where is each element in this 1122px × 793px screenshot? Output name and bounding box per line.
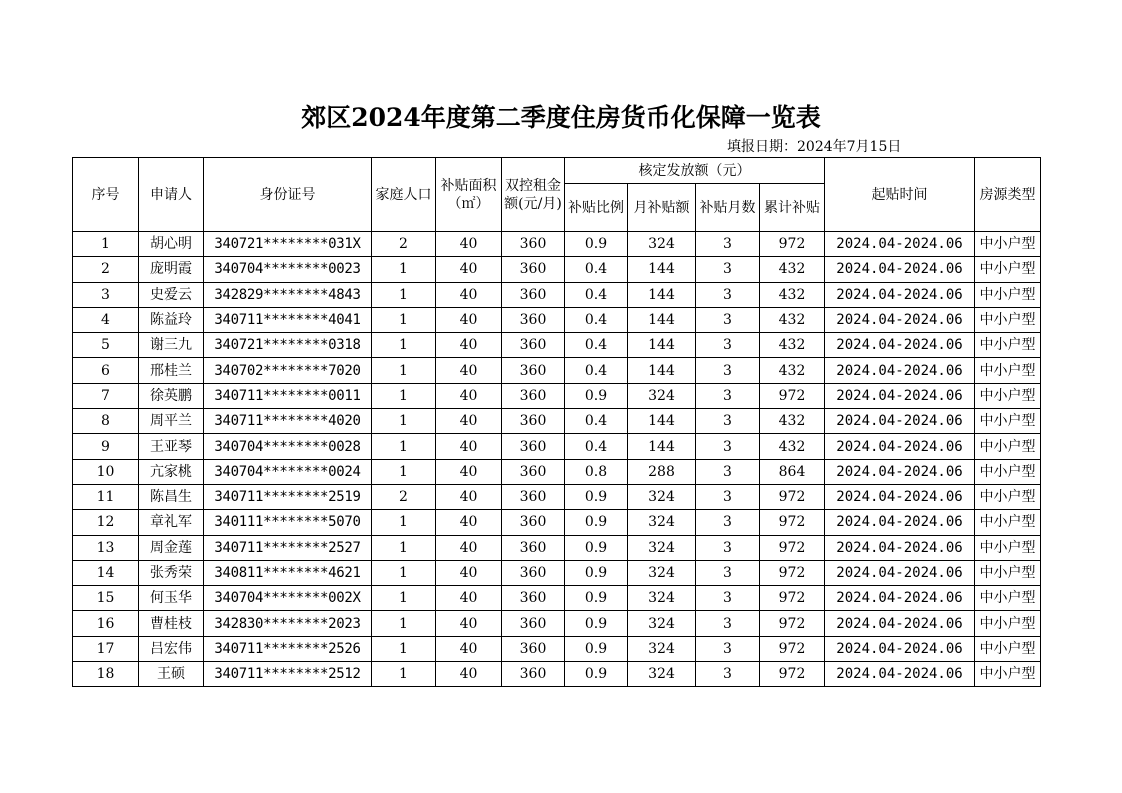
cell-applicant: 章礼军	[139, 510, 204, 535]
header-approved-group: 核定发放额（元）	[565, 158, 825, 184]
cell-subsidy-area: 40	[436, 307, 502, 332]
cell-subsidy-ratio: 0.9	[565, 636, 628, 661]
cell-housing-type: 中小户型	[975, 662, 1041, 687]
table-row	[73, 484, 1041, 509]
cell-subsidy-months: 3	[696, 535, 760, 560]
cell-start-period: 2024.04-2024.06	[825, 459, 975, 484]
cell-id-number: 342829********4843	[204, 282, 372, 307]
cell-household-size: 1	[372, 257, 436, 282]
cell-subsidy-months: 3	[696, 611, 760, 636]
cell-subsidy-months: 3	[696, 257, 760, 282]
cell-monthly-subsidy: 144	[628, 434, 696, 459]
cell-subsidy-ratio: 0.9	[565, 535, 628, 560]
cell-subsidy-months: 3	[696, 510, 760, 535]
cell-start-period: 2024.04-2024.06	[825, 586, 975, 611]
cell-subsidy-area: 40	[436, 484, 502, 509]
cell-monthly-subsidy: 324	[628, 484, 696, 509]
cell-subsidy-ratio: 0.8	[565, 459, 628, 484]
cell-household-size: 2	[372, 484, 436, 509]
cell-monthly-subsidy: 324	[628, 611, 696, 636]
cell-subsidy-area: 40	[436, 232, 502, 257]
cell-total-subsidy: 432	[760, 307, 825, 332]
cell-seq: 10	[73, 459, 139, 484]
cell-subsidy-area: 40	[436, 662, 502, 687]
cell-start-period: 2024.04-2024.06	[825, 282, 975, 307]
header-start-period: 起贴时间	[825, 158, 975, 232]
table-row	[73, 282, 1041, 307]
cell-rent-control: 360	[502, 535, 565, 560]
cell-total-subsidy: 432	[760, 257, 825, 282]
cell-household-size: 1	[372, 510, 436, 535]
cell-subsidy-months: 3	[696, 307, 760, 332]
cell-start-period: 2024.04-2024.06	[825, 535, 975, 560]
cell-monthly-subsidy: 324	[628, 636, 696, 661]
cell-total-subsidy: 972	[760, 232, 825, 257]
cell-applicant: 庞明霞	[139, 257, 204, 282]
cell-monthly-subsidy: 144	[628, 358, 696, 383]
cell-subsidy-ratio: 0.4	[565, 409, 628, 434]
cell-housing-type: 中小户型	[975, 358, 1041, 383]
cell-housing-type: 中小户型	[975, 611, 1041, 636]
cell-subsidy-ratio: 0.9	[565, 611, 628, 636]
table-row	[73, 257, 1041, 282]
table-row	[73, 333, 1041, 358]
cell-rent-control: 360	[502, 586, 565, 611]
cell-seq: 6	[73, 358, 139, 383]
header-subsidy-ratio: 补贴比例	[565, 184, 628, 232]
header-applicant: 申请人	[139, 158, 204, 232]
cell-rent-control: 360	[502, 307, 565, 332]
cell-monthly-subsidy: 144	[628, 282, 696, 307]
cell-applicant: 陈益玲	[139, 307, 204, 332]
cell-household-size: 1	[372, 434, 436, 459]
cell-household-size: 1	[372, 333, 436, 358]
cell-subsidy-area: 40	[436, 510, 502, 535]
cell-household-size: 1	[372, 560, 436, 585]
subsidy-table	[72, 157, 1041, 687]
cell-subsidy-area: 40	[436, 358, 502, 383]
table-row	[73, 560, 1041, 585]
cell-start-period: 2024.04-2024.06	[825, 257, 975, 282]
cell-start-period: 2024.04-2024.06	[825, 409, 975, 434]
cell-housing-type: 中小户型	[975, 282, 1041, 307]
cell-subsidy-area: 40	[436, 383, 502, 408]
fill-date: 填报日期：2024年7月15日	[727, 139, 902, 155]
cell-seq: 3	[73, 282, 139, 307]
cell-seq: 18	[73, 662, 139, 687]
cell-household-size: 1	[372, 282, 436, 307]
table-row	[73, 383, 1041, 408]
cell-applicant: 邢桂兰	[139, 358, 204, 383]
cell-rent-control: 360	[502, 282, 565, 307]
cell-household-size: 1	[372, 459, 436, 484]
cell-rent-control: 360	[502, 662, 565, 687]
cell-total-subsidy: 864	[760, 459, 825, 484]
cell-total-subsidy: 972	[760, 484, 825, 509]
cell-subsidy-months: 3	[696, 282, 760, 307]
cell-monthly-subsidy: 324	[628, 535, 696, 560]
cell-rent-control: 360	[502, 459, 565, 484]
cell-housing-type: 中小户型	[975, 383, 1041, 408]
cell-housing-type: 中小户型	[975, 333, 1041, 358]
header-rent-control: 双控租金额(元/月)	[502, 158, 565, 232]
cell-subsidy-ratio: 0.4	[565, 358, 628, 383]
cell-total-subsidy: 972	[760, 510, 825, 535]
cell-subsidy-months: 3	[696, 409, 760, 434]
table-row	[73, 510, 1041, 535]
cell-monthly-subsidy: 324	[628, 383, 696, 408]
cell-id-number: 340711********2519	[204, 484, 372, 509]
cell-housing-type: 中小户型	[975, 434, 1041, 459]
cell-household-size: 1	[372, 586, 436, 611]
cell-subsidy-months: 3	[696, 232, 760, 257]
cell-id-number: 340704********0028	[204, 434, 372, 459]
cell-household-size: 1	[372, 358, 436, 383]
cell-total-subsidy: 972	[760, 662, 825, 687]
cell-id-number: 340711********2512	[204, 662, 372, 687]
cell-id-number: 340711********0011	[204, 383, 372, 408]
cell-monthly-subsidy: 324	[628, 560, 696, 585]
cell-household-size: 1	[372, 383, 436, 408]
cell-subsidy-ratio: 0.4	[565, 257, 628, 282]
cell-applicant: 谢三九	[139, 333, 204, 358]
cell-subsidy-area: 40	[436, 636, 502, 661]
cell-subsidy-area: 40	[436, 586, 502, 611]
cell-total-subsidy: 972	[760, 611, 825, 636]
cell-seq: 7	[73, 383, 139, 408]
cell-start-period: 2024.04-2024.06	[825, 307, 975, 332]
cell-rent-control: 360	[502, 611, 565, 636]
cell-subsidy-months: 3	[696, 434, 760, 459]
cell-monthly-subsidy: 144	[628, 333, 696, 358]
header-subsidy-months: 补贴月数	[696, 184, 760, 232]
cell-housing-type: 中小户型	[975, 560, 1041, 585]
cell-applicant: 张秀荣	[139, 560, 204, 585]
cell-subsidy-ratio: 0.4	[565, 282, 628, 307]
table-row	[73, 358, 1041, 383]
cell-subsidy-ratio: 0.9	[565, 662, 628, 687]
cell-total-subsidy: 432	[760, 434, 825, 459]
cell-subsidy-ratio: 0.9	[565, 484, 628, 509]
cell-subsidy-ratio: 0.4	[565, 434, 628, 459]
cell-rent-control: 360	[502, 636, 565, 661]
cell-subsidy-ratio: 0.9	[565, 510, 628, 535]
cell-housing-type: 中小户型	[975, 636, 1041, 661]
cell-rent-control: 360	[502, 560, 565, 585]
cell-rent-control: 360	[502, 434, 565, 459]
cell-household-size: 1	[372, 662, 436, 687]
cell-seq: 1	[73, 232, 139, 257]
cell-applicant: 周金莲	[139, 535, 204, 560]
cell-seq: 12	[73, 510, 139, 535]
table-row	[73, 611, 1041, 636]
cell-seq: 16	[73, 611, 139, 636]
cell-applicant: 亢家桃	[139, 459, 204, 484]
cell-applicant: 周平兰	[139, 409, 204, 434]
cell-applicant: 吕宏伟	[139, 636, 204, 661]
document-title: 郊区2024年度第二季度住房货币化保障一览表	[301, 103, 821, 132]
cell-id-number: 340704********0023	[204, 257, 372, 282]
cell-monthly-subsidy: 324	[628, 662, 696, 687]
cell-total-subsidy: 972	[760, 586, 825, 611]
cell-total-subsidy: 432	[760, 409, 825, 434]
cell-seq: 5	[73, 333, 139, 358]
header-seq: 序号	[73, 158, 139, 232]
cell-start-period: 2024.04-2024.06	[825, 358, 975, 383]
cell-applicant: 曹桂枝	[139, 611, 204, 636]
cell-household-size: 1	[372, 409, 436, 434]
cell-seq: 13	[73, 535, 139, 560]
header-housing-type: 房源类型	[975, 158, 1041, 232]
cell-applicant: 王亚琴	[139, 434, 204, 459]
cell-subsidy-area: 40	[436, 333, 502, 358]
cell-subsidy-area: 40	[436, 611, 502, 636]
table-row	[73, 409, 1041, 434]
cell-subsidy-area: 40	[436, 257, 502, 282]
cell-seq: 15	[73, 586, 139, 611]
cell-applicant: 徐英鹏	[139, 383, 204, 408]
cell-housing-type: 中小户型	[975, 257, 1041, 282]
cell-household-size: 2	[372, 232, 436, 257]
cell-start-period: 2024.04-2024.06	[825, 662, 975, 687]
cell-total-subsidy: 432	[760, 282, 825, 307]
cell-housing-type: 中小户型	[975, 535, 1041, 560]
cell-total-subsidy: 972	[760, 636, 825, 661]
cell-subsidy-months: 3	[696, 560, 760, 585]
cell-id-number: 340711********4041	[204, 307, 372, 332]
cell-subsidy-months: 3	[696, 586, 760, 611]
cell-id-number: 340711********2527	[204, 535, 372, 560]
cell-monthly-subsidy: 324	[628, 232, 696, 257]
header-monthly-subsidy: 月补贴额	[628, 184, 696, 232]
cell-start-period: 2024.04-2024.06	[825, 383, 975, 408]
cell-id-number: 340811********4621	[204, 560, 372, 585]
cell-subsidy-ratio: 0.9	[565, 383, 628, 408]
table-row	[73, 434, 1041, 459]
cell-subsidy-ratio: 0.9	[565, 586, 628, 611]
cell-subsidy-months: 3	[696, 459, 760, 484]
cell-rent-control: 360	[502, 232, 565, 257]
cell-rent-control: 360	[502, 409, 565, 434]
cell-total-subsidy: 972	[760, 560, 825, 585]
cell-start-period: 2024.04-2024.06	[825, 484, 975, 509]
cell-start-period: 2024.04-2024.06	[825, 434, 975, 459]
cell-total-subsidy: 432	[760, 333, 825, 358]
cell-id-number: 340711********2526	[204, 636, 372, 661]
cell-id-number: 340111********5070	[204, 510, 372, 535]
cell-seq: 14	[73, 560, 139, 585]
cell-subsidy-ratio: 0.4	[565, 333, 628, 358]
cell-monthly-subsidy: 144	[628, 257, 696, 282]
cell-seq: 2	[73, 257, 139, 282]
cell-id-number: 340721********0318	[204, 333, 372, 358]
cell-monthly-subsidy: 144	[628, 409, 696, 434]
header-subsidy-area: 补贴面积（㎡）	[436, 158, 502, 232]
cell-seq: 8	[73, 409, 139, 434]
cell-start-period: 2024.04-2024.06	[825, 510, 975, 535]
cell-monthly-subsidy: 324	[628, 586, 696, 611]
cell-subsidy-area: 40	[436, 459, 502, 484]
cell-start-period: 2024.04-2024.06	[825, 333, 975, 358]
table-row	[73, 662, 1041, 687]
cell-subsidy-area: 40	[436, 560, 502, 585]
cell-subsidy-area: 40	[436, 409, 502, 434]
cell-applicant: 何玉华	[139, 586, 204, 611]
cell-subsidy-months: 3	[696, 484, 760, 509]
cell-housing-type: 中小户型	[975, 409, 1041, 434]
cell-household-size: 1	[372, 611, 436, 636]
header-household-size: 家庭人口	[372, 158, 436, 232]
cell-subsidy-ratio: 0.9	[565, 232, 628, 257]
cell-rent-control: 360	[502, 333, 565, 358]
cell-household-size: 1	[372, 535, 436, 560]
cell-id-number: 340704********002X	[204, 586, 372, 611]
table-row	[73, 636, 1041, 661]
cell-total-subsidy: 432	[760, 358, 825, 383]
cell-rent-control: 360	[502, 484, 565, 509]
cell-subsidy-ratio: 0.9	[565, 560, 628, 585]
table-row	[73, 232, 1041, 257]
table-row	[73, 535, 1041, 560]
cell-housing-type: 中小户型	[975, 586, 1041, 611]
cell-monthly-subsidy: 324	[628, 510, 696, 535]
cell-subsidy-months: 3	[696, 662, 760, 687]
cell-total-subsidy: 972	[760, 535, 825, 560]
cell-housing-type: 中小户型	[975, 459, 1041, 484]
cell-applicant: 陈昌生	[139, 484, 204, 509]
cell-subsidy-months: 3	[696, 358, 760, 383]
header-total-subsidy: 累计补贴	[760, 184, 825, 232]
table-row	[73, 459, 1041, 484]
cell-monthly-subsidy: 288	[628, 459, 696, 484]
header-id-number: 身份证号	[204, 158, 372, 232]
cell-id-number: 340711********4020	[204, 409, 372, 434]
cell-housing-type: 中小户型	[975, 484, 1041, 509]
cell-rent-control: 360	[502, 358, 565, 383]
table-body	[73, 232, 1041, 687]
cell-applicant: 王硕	[139, 662, 204, 687]
cell-rent-control: 360	[502, 383, 565, 408]
cell-rent-control: 360	[502, 257, 565, 282]
cell-monthly-subsidy: 144	[628, 307, 696, 332]
cell-id-number: 340704********0024	[204, 459, 372, 484]
cell-id-number: 342830********2023	[204, 611, 372, 636]
cell-subsidy-months: 3	[696, 333, 760, 358]
cell-subsidy-area: 40	[436, 282, 502, 307]
cell-household-size: 1	[372, 307, 436, 332]
cell-total-subsidy: 972	[760, 383, 825, 408]
cell-id-number: 340702********7020	[204, 358, 372, 383]
cell-subsidy-area: 40	[436, 434, 502, 459]
cell-housing-type: 中小户型	[975, 510, 1041, 535]
cell-subsidy-ratio: 0.4	[565, 307, 628, 332]
cell-housing-type: 中小户型	[975, 307, 1041, 332]
cell-seq: 9	[73, 434, 139, 459]
cell-household-size: 1	[372, 636, 436, 661]
cell-applicant: 胡心明	[139, 232, 204, 257]
cell-seq: 11	[73, 484, 139, 509]
cell-start-period: 2024.04-2024.06	[825, 611, 975, 636]
cell-start-period: 2024.04-2024.06	[825, 560, 975, 585]
cell-rent-control: 360	[502, 510, 565, 535]
table-row	[73, 586, 1041, 611]
cell-subsidy-months: 3	[696, 383, 760, 408]
cell-seq: 17	[73, 636, 139, 661]
table-row	[73, 307, 1041, 332]
cell-housing-type: 中小户型	[975, 232, 1041, 257]
cell-id-number: 340721********031X	[204, 232, 372, 257]
cell-seq: 4	[73, 307, 139, 332]
cell-applicant: 史爱云	[139, 282, 204, 307]
cell-subsidy-area: 40	[436, 535, 502, 560]
cell-start-period: 2024.04-2024.06	[825, 636, 975, 661]
cell-subsidy-months: 3	[696, 636, 760, 661]
cell-start-period: 2024.04-2024.06	[825, 232, 975, 257]
